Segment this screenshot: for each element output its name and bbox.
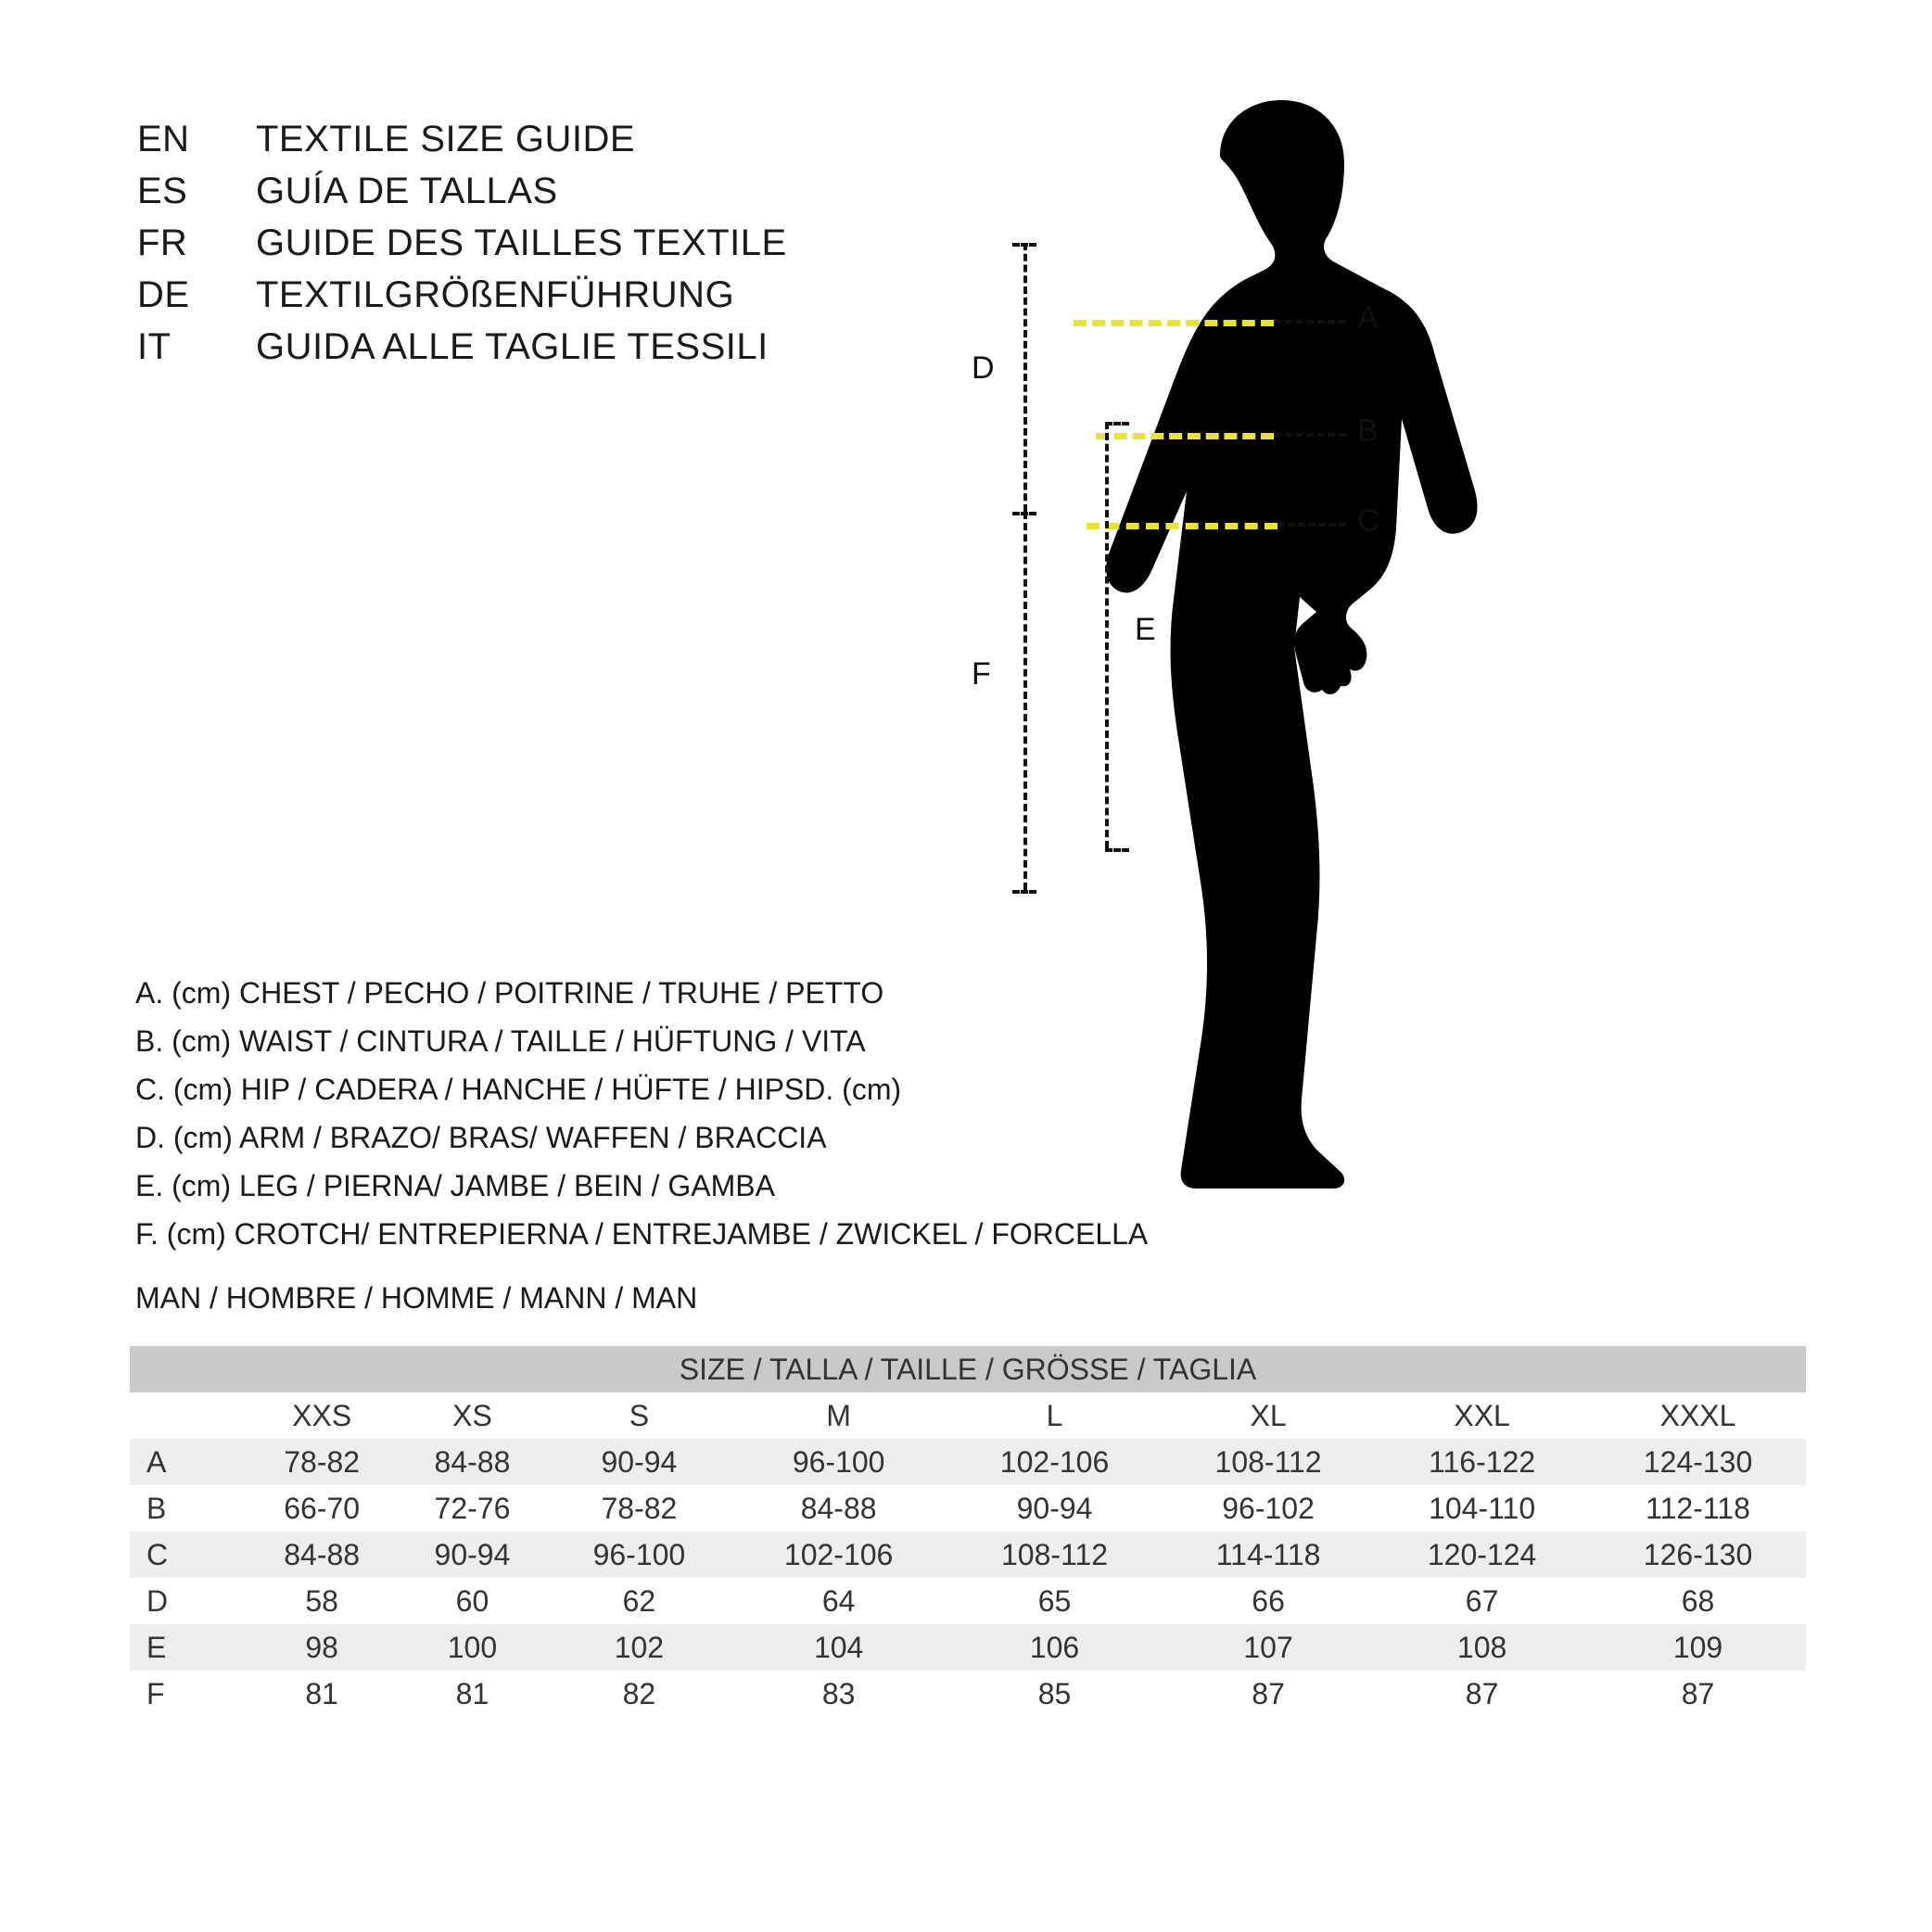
cell-f-m: 83: [731, 1671, 947, 1717]
cell-c-xxxl: 126-130: [1590, 1532, 1806, 1578]
size-header-m: M: [731, 1392, 947, 1439]
marker-label-c: C: [1357, 503, 1380, 539]
cell-e-s: 102: [548, 1624, 731, 1671]
male-silhouette-icon: [1038, 93, 1817, 1224]
title-lang-es: ES: [137, 171, 188, 211]
legend-item-c: C. (cm) HIP / CADERA / HANCHE / HÜFTE / HIPSD. (cm): [135, 1073, 902, 1106]
dimension-line-d: [1023, 243, 1027, 512]
cell-c-l: 108-112: [947, 1532, 1163, 1578]
cell-d-xs: 60: [397, 1578, 547, 1624]
cell-e-xxl: 108: [1374, 1624, 1590, 1671]
cell-e-m: 104: [731, 1624, 947, 1671]
dimension-line-e: [1105, 422, 1109, 848]
size-table: [130, 1346, 1806, 1717]
legend-item-f: F. (cm) CROTCH/ ENTREPIERNA / ENTREJAMBE / ZWICKEL / FORCELLA: [135, 1217, 1149, 1251]
marker-label-d: D: [972, 350, 995, 386]
cell-a-xxs: 78-82: [247, 1439, 397, 1485]
cell-d-xxxl: 68: [1590, 1578, 1806, 1624]
marker-label-b: B: [1357, 413, 1379, 449]
cell-f-xxl: 87: [1374, 1671, 1590, 1717]
cell-e-xl: 107: [1163, 1624, 1374, 1671]
title-lang-it: IT: [137, 326, 172, 367]
cell-a-xxl: 116-122: [1374, 1439, 1590, 1485]
row-key-d: D: [130, 1578, 247, 1624]
row-key-a: A: [130, 1439, 247, 1485]
gender-label: MAN / HOMBRE / HOMME / MANN / MAN: [135, 1281, 698, 1315]
size-header-xxl: XXL: [1374, 1392, 1590, 1439]
cell-a-xl: 108-112: [1163, 1439, 1374, 1485]
cell-e-xxxl: 109: [1590, 1624, 1806, 1671]
measurement-legend: [135, 969, 1148, 1258]
table-row: [130, 1671, 1806, 1717]
marker-label-f: F: [972, 656, 991, 692]
cell-b-s: 78-82: [548, 1485, 731, 1532]
cell-d-xl: 66: [1163, 1578, 1374, 1624]
table-row: [130, 1532, 1806, 1578]
cell-a-m: 96-100: [731, 1439, 947, 1485]
title-row: [137, 171, 787, 222]
title-text-es: GUÍA DE TALLAS: [256, 171, 558, 211]
cell-b-xxxl: 112-118: [1590, 1485, 1806, 1532]
cell-f-xl: 87: [1163, 1671, 1374, 1717]
hip-band-c: [1087, 523, 1277, 529]
cell-a-s: 90-94: [548, 1439, 731, 1485]
row-key-b: B: [130, 1485, 247, 1532]
table-header-label: SIZE / TALLA / TAILLE / GRÖSSE / TAGLIA: [130, 1346, 1806, 1392]
row-key-f: F: [130, 1671, 247, 1717]
table-row: [130, 1485, 1806, 1532]
title-row: [137, 326, 787, 378]
row-key-c: C: [130, 1532, 247, 1578]
size-header-xs: XS: [397, 1392, 547, 1439]
cell-a-l: 102-106: [947, 1439, 1163, 1485]
table-row: [130, 1624, 1806, 1671]
cell-e-xs: 100: [397, 1624, 547, 1671]
table-row: [130, 1578, 1806, 1624]
cell-c-m: 102-106: [731, 1532, 947, 1578]
size-header-l: L: [947, 1392, 1163, 1439]
title-row: [137, 119, 787, 171]
cell-d-xxl: 67: [1374, 1578, 1590, 1624]
dimension-line-f: [1023, 512, 1027, 890]
title-text-de: TEXTILGRÖßENFÜHRUNG: [256, 274, 735, 315]
title-lang-en: EN: [137, 119, 190, 159]
title-block: [137, 119, 787, 378]
size-header-xxxl: XXXL: [1590, 1392, 1806, 1439]
legend-item-e: E. (cm) LEG / PIERNA/ JAMBE / BEIN / GAMBA: [135, 1169, 775, 1202]
title-text-fr: GUIDE DES TAILLES TEXTILE: [256, 222, 787, 263]
leader-line-c: [1277, 523, 1346, 527]
dimension-tick-f-bottom: [1012, 890, 1036, 894]
cell-b-m: 84-88: [731, 1485, 947, 1532]
cell-d-m: 64: [731, 1578, 947, 1624]
cell-a-xxxl: 124-130: [1590, 1439, 1806, 1485]
table-size-header-row: [130, 1392, 1806, 1439]
cell-c-xs: 90-94: [397, 1532, 547, 1578]
leader-line-a: [1274, 320, 1346, 324]
legend-item-d: D. (cm) ARM / BRAZO/ BRAS/ WAFFEN / BRACCIA: [135, 1121, 827, 1154]
size-header-corner: [130, 1392, 247, 1439]
cell-c-xxs: 84-88: [247, 1532, 397, 1578]
cell-e-l: 106: [947, 1624, 1163, 1671]
dimension-tick-d-top: [1012, 243, 1036, 247]
cell-d-l: 65: [947, 1578, 1163, 1624]
cell-f-s: 82: [548, 1671, 731, 1717]
title-text-it: GUIDA ALLE TAGLIE TESSILI: [256, 326, 769, 367]
size-header-xxs: XXS: [247, 1392, 397, 1439]
table-header-band: [130, 1346, 1806, 1392]
body-diagram: [972, 93, 1817, 1224]
cell-b-xl: 96-102: [1163, 1485, 1374, 1532]
table-row: [130, 1439, 1806, 1485]
waist-band-b: [1096, 433, 1274, 439]
dimension-tick-e-top: [1105, 422, 1129, 426]
size-header-xl: XL: [1163, 1392, 1374, 1439]
cell-b-xxl: 104-110: [1374, 1485, 1590, 1532]
cell-e-xxs: 98: [247, 1624, 397, 1671]
title-lang-fr: FR: [137, 222, 188, 263]
title-lang-de: DE: [137, 274, 190, 315]
cell-f-xxs: 81: [247, 1671, 397, 1717]
cell-f-xxxl: 87: [1590, 1671, 1806, 1717]
marker-label-e: E: [1135, 612, 1156, 647]
legend-item-b: B. (cm) WAIST / CINTURA / TAILLE / HÜFTUNG / VITA: [135, 1024, 866, 1058]
row-key-e: E: [130, 1624, 247, 1671]
title-row: [137, 274, 787, 326]
cell-c-xxl: 120-124: [1374, 1532, 1590, 1578]
legend-item-a: A. (cm) CHEST / PECHO / POITRINE / TRUHE / PETTO: [135, 976, 884, 1010]
cell-d-s: 62: [548, 1578, 731, 1624]
cell-b-xs: 72-76: [397, 1485, 547, 1532]
marker-label-a: A: [1357, 300, 1379, 336]
leader-line-b: [1274, 433, 1346, 437]
dimension-tick-e-bottom: [1105, 848, 1129, 852]
cell-a-xs: 84-88: [397, 1439, 547, 1485]
cell-c-s: 96-100: [548, 1532, 731, 1578]
size-header-s: S: [548, 1392, 731, 1439]
title-row: [137, 222, 787, 274]
cell-c-xl: 114-118: [1163, 1532, 1374, 1578]
chest-band-a: [1074, 320, 1274, 326]
cell-b-xxs: 66-70: [247, 1485, 397, 1532]
cell-b-l: 90-94: [947, 1485, 1163, 1532]
cell-f-xs: 81: [397, 1671, 547, 1717]
title-text-en: TEXTILE SIZE GUIDE: [256, 119, 636, 159]
cell-d-xxs: 58: [247, 1578, 397, 1624]
cell-f-l: 85: [947, 1671, 1163, 1717]
